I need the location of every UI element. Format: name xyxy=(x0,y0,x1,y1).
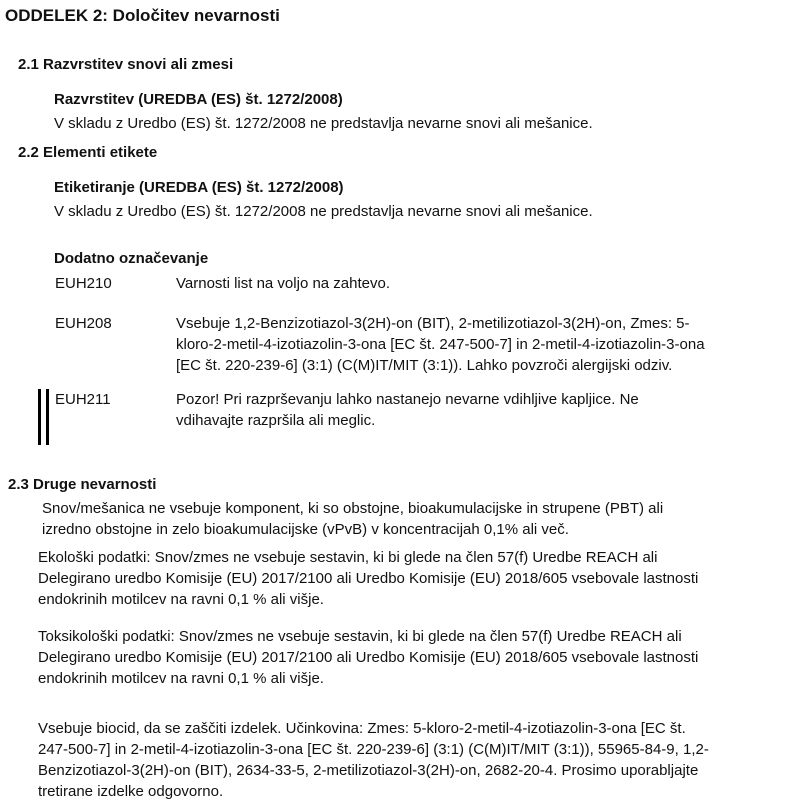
heading-2-3: 2.3 Druge nevarnosti xyxy=(8,476,157,493)
euh-code: EUH210 xyxy=(55,275,112,292)
classification-text: V skladu z Uredbo (ES) št. 1272/2008 ne predstavlja nevarne snovi ali mešanice. xyxy=(54,115,593,132)
ecological-data: Ekološki podatki: Snov/zmes ne vsebuje sestavin, ki bi glede na člen 57(f) Uredbe REACH ali Delegirano uredbo Komisije (EU) 2017/2100 ali Uredbo Komisije (EU) 2018/605 vsebovale lastnosti endokrinih motilcev na ravni 0,1 % ali višje. xyxy=(38,549,699,608)
change-bar xyxy=(46,389,49,445)
biocide-statement: Vsebuje biocid, da se zaščiti izdelek. Učinkovina: Zmes: 5-kloro-2-metil-4-izotiazolin-3-ona [EC št. 247-500-7] in 2-metil-4-izotiazolin-3-ona [EC št. 220-239-6] (3:1) (C(M)IT/MIT (3:1)), 55965-84-9, 1,2- Benzizotiazol-3(2H)-on (BIT), 2634-33-5, 2-metilizotiazol-3(2H)-on, 2682-20-4. Prosimo uporabljajte tretirane izdelke odgovorno. xyxy=(38,720,709,800)
euh-code: EUH208 xyxy=(55,315,112,332)
subheading-additional-labelling: Dodatno označevanje xyxy=(54,250,209,267)
labelling-text: V skladu z Uredbo (ES) št. 1272/2008 ne predstavlja nevarne snovi ali mešanice. xyxy=(54,203,593,220)
section-title: ODDELEK 2: Določitev nevarnosti xyxy=(5,6,280,25)
heading-2-1: 2.1 Razvrstitev snovi ali zmesi xyxy=(18,56,234,73)
euh-description: Vsebuje 1,2-Benzizotiazol-3(2H)-on (BIT), 2-metilizotiazol-3(2H)-on, Zmes: 5- kloro-2-metil-4-izotiazolin-3-ona [EC št. 247-500-7] in 2-metil-4-izotiazolin-3-ona [EC št. 220-239-6] (3:1) (C(M)IT/MIT (3:1)). Lahko povzroči alergijski odziv. xyxy=(176,315,705,374)
change-bar xyxy=(38,389,41,445)
euh-description: Varnosti list na voljo na zahtevo. xyxy=(176,275,391,292)
subheading-labelling: Etiketiranje (UREDBA (ES) št. 1272/2008) xyxy=(54,179,344,196)
pbt-statement: Snov/mešanica ne vsebuje komponent, ki so obstojne, bioakumulacijske in strupene (PBT) ali izredno obstojne in zelo bioakumulacijske (vPvB) v koncentracijah 0,1% ali več. xyxy=(42,500,664,538)
toxicological-data: Toksikološki podatki: Snov/zmes ne vsebuje sestavin, ki bi glede na člen 57(f) Uredbe REACH ali Delegirano uredbo Komisije (EU) 2017/2100 ali Uredbo Komisije (EU) 2018/605 vsebovale lastnosti endokrinih motilcev na ravni 0,1 % ali višje. xyxy=(38,628,699,687)
heading-2-2: 2.2 Elementi etikete xyxy=(18,144,158,161)
euh-code: EUH211 xyxy=(55,391,111,408)
subheading-classification: Razvrstitev (UREDBA (ES) št. 1272/2008) xyxy=(54,91,343,108)
euh-description: Pozor! Pri razprševanju lahko nastanejo nevarne vdihljive kapljice. Ne vdihavajte razpršila ali meglic. xyxy=(176,391,639,429)
